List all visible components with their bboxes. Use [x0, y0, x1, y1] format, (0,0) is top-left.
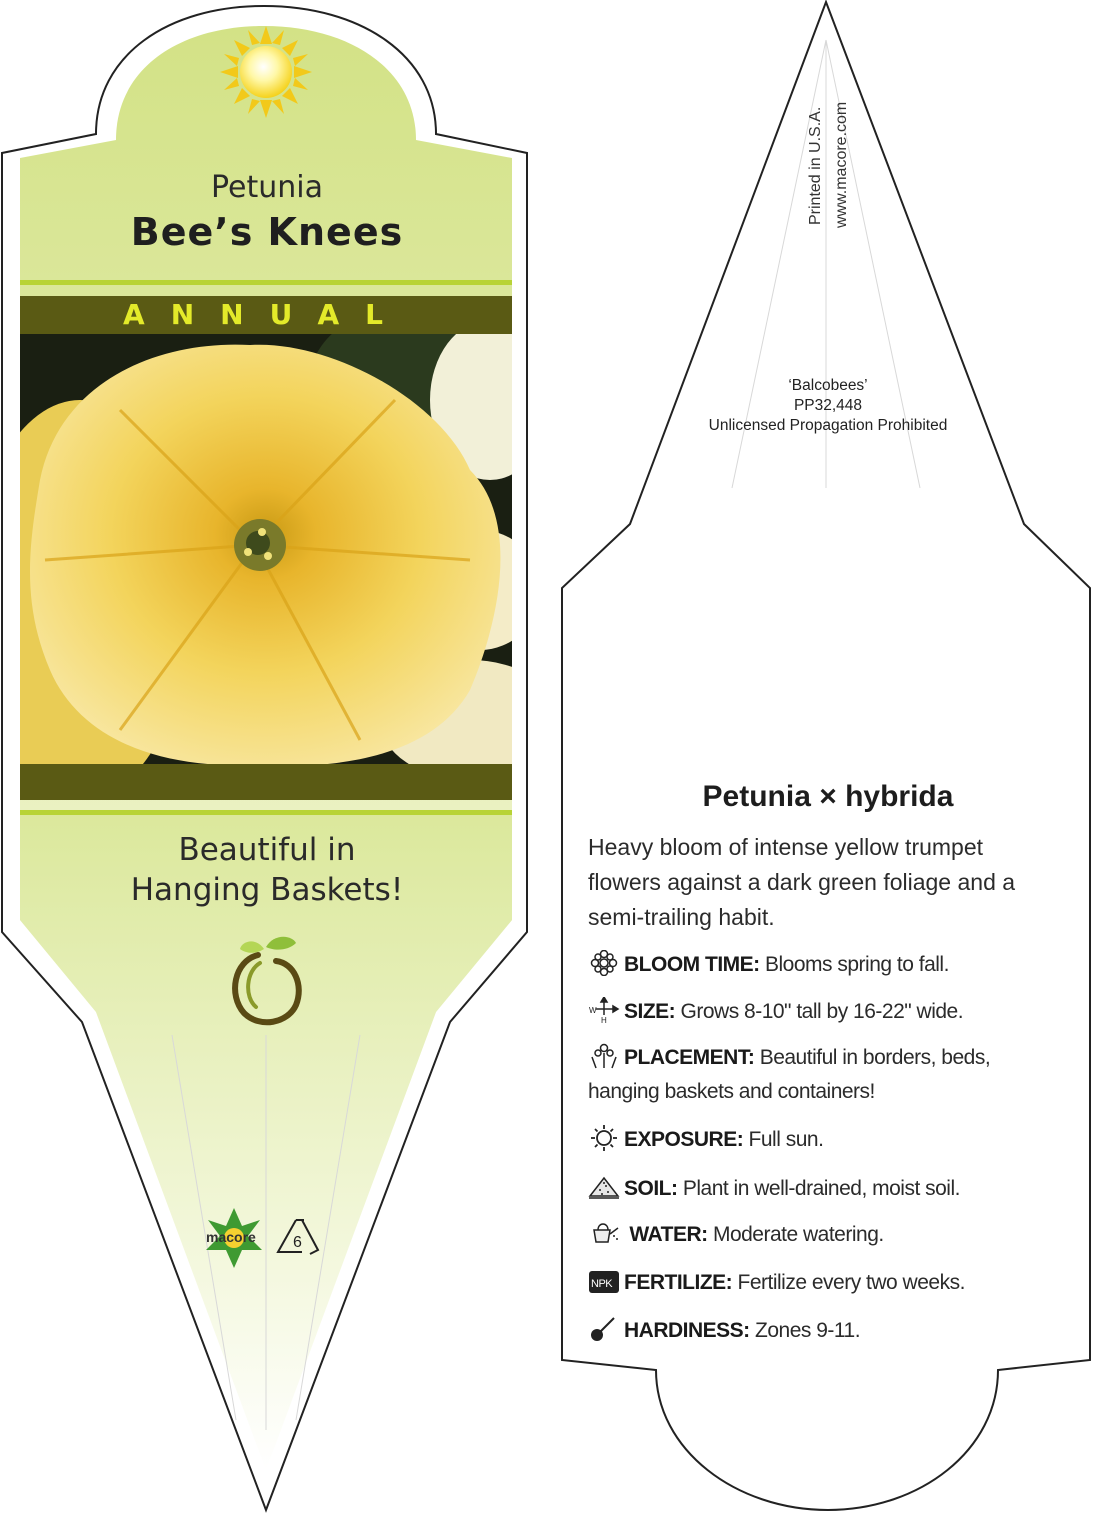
care-row-placement: PLACEMENT: Beautiful in borders, beds, hanging baskets and containers! — [588, 1041, 1028, 1109]
cultivar-name: ‘Balcobees’ — [788, 377, 868, 394]
tagline-line-2: Hanging Baskets! — [130, 872, 404, 908]
genus-label: Petunia — [211, 170, 323, 205]
care-row-exposure: EXPOSURE: Full sun. — [588, 1123, 1058, 1157]
sun-icon — [588, 1125, 620, 1151]
recycle-code: 6 — [293, 1234, 302, 1251]
band-top-light — [20, 280, 512, 285]
printed-in-label: Printed in U.S.A. — [807, 106, 824, 225]
soil-mound-icon — [588, 1174, 620, 1200]
variety-title: Bee’s Knees — [130, 210, 404, 254]
care-row-water: WATER: Moderate watering. — [588, 1218, 1058, 1252]
brand-name: macore — [206, 1229, 256, 1245]
npk-fertilizer-icon — [588, 1268, 620, 1294]
patent-number: PP32,448 — [793, 397, 863, 414]
watering-can-icon — [588, 1220, 620, 1246]
placement-plants-icon — [588, 1043, 620, 1069]
care-row-hardiness: HARDINESS: Zones 9-11. — [588, 1314, 1058, 1348]
patent-info — [600, 376, 1056, 436]
flower-icon — [588, 950, 620, 976]
care-row-soil: SOIL: Plant in well-drained, moist soil. — [588, 1172, 1058, 1206]
tagline-line-1: Beautiful in — [178, 832, 356, 868]
category-label: ANNUAL — [123, 298, 409, 331]
botanical-name: Petunia × hybrida — [702, 780, 954, 813]
petunia-photo — [0, 300, 560, 800]
band-bottom-light — [20, 810, 512, 815]
care-row-size: W H SIZE: Grows 8-10" tall by 16-22" wide. — [588, 995, 1058, 1029]
propagation-warning: Unlicensed Propagation Prohibited — [708, 417, 948, 434]
band-bottom-dark — [20, 764, 512, 800]
thermometer-icon — [588, 1316, 620, 1342]
svg-text:H: H — [601, 1016, 607, 1023]
website-label: www.macore.com — [833, 101, 850, 228]
care-row-fertilize: NPK FERTILIZE: Fertilize every two weeks. — [588, 1266, 1058, 1300]
tagline — [0, 830, 534, 910]
plant-description: Heavy bloom of intense yellow trumpet flowers against a dark green foliage and a semi-trailing habit. — [588, 834, 1016, 930]
svg-text:NPK: NPK — [591, 1278, 613, 1290]
size-arrows-icon — [588, 997, 620, 1023]
care-row-bloom-time: BLOOM TIME: Blooms spring to fall. — [588, 948, 1058, 982]
svg-text:W: W — [589, 1006, 597, 1015]
